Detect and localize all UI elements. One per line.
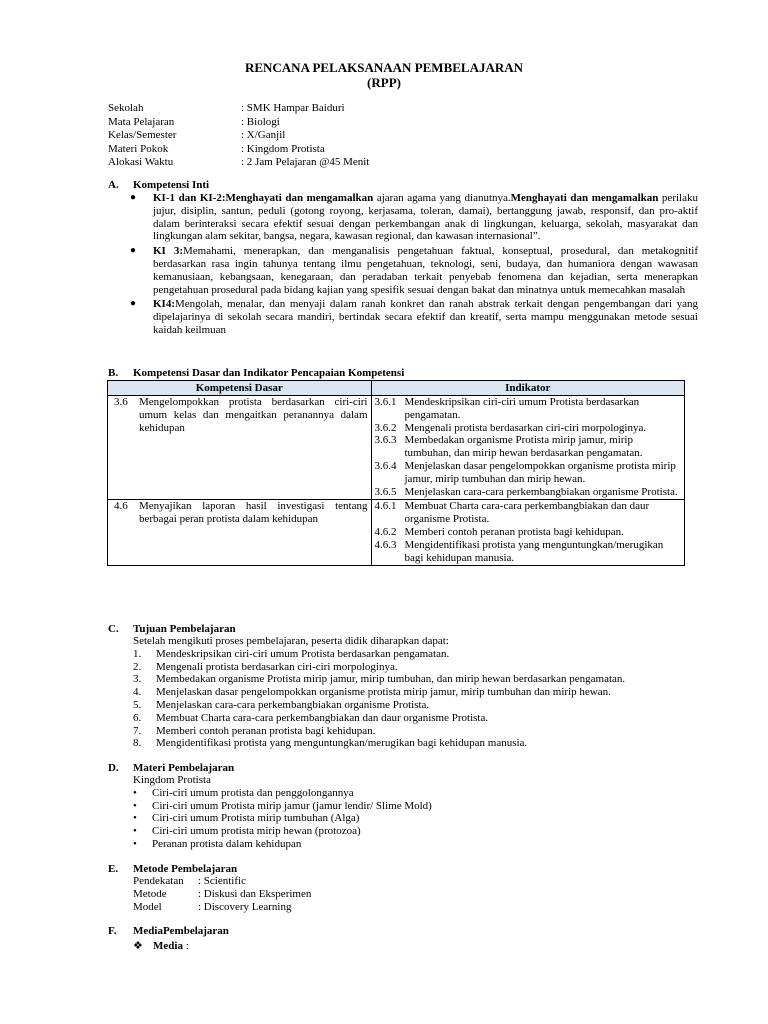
bullet-icon: • (133, 825, 137, 838)
indicator-item: 3.6.1 Mendeskripsikan ciri-ciri umum Protista berdasarkan pengamatan. (374, 396, 640, 421)
indicator-item: 3.6.5 Menjelaskan cara-cara perkembangbiakan organisme Protista. (374, 485, 678, 498)
header-kompetensi-dasar: Kompetensi Dasar (108, 381, 372, 396)
indicator-item: 3.6.4 Menjelaskan dasar pengelompokkan organisme protista mirip jamur, mirip tumbuhan dan mirip hewan. (374, 459, 676, 485)
identity-row-materi: Materi Pokok : Kingdom Protista (108, 142, 325, 155)
list-item: • Ciri-ciri umum protista mirip hewan (protozoa) (133, 825, 361, 838)
metode-row-metode: Metode : Diskusi dan Eksperimen (133, 887, 312, 900)
section-b-heading: B. Kompetensi Dasar dan Indikator Pencapaian Kompetensi (108, 367, 405, 379)
ki-item-4: ● KI4:Mengolah, menalar, dan menyaji dalam ranah konkret dan ranah abstrak terkait dengan pengembangan dari yang dipelajarinya di sekolah secara mandiri, bertindak secara efektif dan kreatif, serta mampu menggunakan metode sesuai kaidah keilmuan (130, 298, 698, 336)
ki-item-1-2: ● KI-1 dan KI-2:Menghayati dan mengamalkan ajaran agama yang dianutnya.Menghayati dan mengamalkan perilaku jujur, disiplin, santun, peduli (gotong royong, kerjasama, toleran, damai), bertanggung jawab, responsif, dan pro-aktif dalam berinteraksi secara efektif sesuai dengan perkembangan anak di lingkungan, keluarga, sekolah, masyarakat dan lingkungan alam sekitar, bangsa, negara, kawasan regional, dan kawasan internasional”. (130, 192, 698, 243)
list-item: 1. Mendeskripsikan ciri-ciri umum Protista berdasarkan pengamatan. (133, 647, 450, 660)
section-a-heading: A. Kompetensi Inti (108, 179, 210, 191)
identity-row-mapel: Mata Pelajaran : Biologi (108, 115, 280, 128)
section-e-heading: E. Metode Pembelajaran (108, 863, 238, 875)
header-indikator: Indikator (371, 381, 685, 396)
materi-list (133, 774, 703, 851)
indicator-item: 3.6.2 Mengenali protista berdasarkan ciri-ciri morpologinya. (374, 421, 647, 434)
diamond-bullet-icon: ❖ (133, 940, 143, 952)
list-item: • Peranan protista dalam kehidupan (133, 837, 302, 850)
metode-block (133, 875, 703, 913)
list-item: • Ciri-ciri umum Protista mirip jamur (jamur lendir/ Slime Mold) (133, 799, 432, 812)
bullet-icon: • (133, 799, 137, 812)
list-item: • Ciri-ciri umum protista dan penggolongannya (133, 786, 354, 799)
indicator-item: 4.6.3 Mengidentifikasi protista yang menguntungkan/merugikan bagi kehidupan manusia. (374, 538, 664, 564)
list-item: 5. Menjelaskan cara-cara perkembangbiakan organisme Protista. (133, 698, 430, 711)
metode-row-pendekatan: Pendekatan : Scientific (133, 875, 246, 887)
bullet-icon: ● (130, 298, 137, 310)
bullet-icon: • (133, 812, 137, 825)
list-item: • Ciri-ciri umum Protista mirip tumbuhan (Alga) (133, 812, 360, 825)
kompetensi-inti-list (130, 192, 698, 339)
bullet-icon: • (133, 837, 137, 850)
table-row (108, 500, 685, 566)
indicator-item: 4.6.2 Memberi contoh peranan protista bagi kehidupan. (374, 525, 624, 538)
list-item: 4. Menjelaskan dasar pengelompokkan organisme protista mirip jamur, mirip tumbuhan dan mirip hewan. (133, 686, 611, 699)
metode-row-model: Model : Discovery Learning (133, 900, 292, 913)
list-item: 2. Mengenali protista berdasarkan ciri-ciri morpologinya. (133, 660, 398, 673)
list-item: 8. Mengidentifikasi protista yang menguntungkan/merugikan bagi kehidupan manusia. (133, 737, 528, 750)
kd-cell: 4.6 Menyajikan laporan hasil investigasi tentang berbagai peran protista dalam kehidupan (108, 500, 372, 566)
document-subtitle: (RPP) (367, 75, 401, 90)
table-row (108, 396, 685, 500)
list-item: 3. Membedakan organisme Protista mirip jamur, mirip tumbuhan, dan mirip hewan berdasarkan pengamatan. (133, 673, 626, 686)
identity-row-alokasi: Alokasi Waktu : 2 Jam Pelajaran @45 Menit (108, 156, 370, 168)
tujuan-intro: Setelah mengikuti proses pembelajaran, peserta didik diharapkan dapat: (133, 635, 449, 647)
section-f-heading: F. MediaPembelajaran (108, 925, 229, 937)
tujuan-list (133, 635, 703, 750)
bullet-icon: ● (130, 192, 137, 203)
kd-indikator-table (107, 380, 685, 566)
table-header-row (108, 381, 685, 396)
list-item: 6. Membuat Charta cara-cara perkembangbiakan dan daur organisme Protista. (133, 711, 489, 724)
media-label: Media (153, 940, 183, 952)
identity-block (108, 102, 369, 170)
section-c-heading: C. Tujuan Pembelajaran (108, 623, 236, 635)
kd-cell: 3.6 Mengelompokkan protista berdasarkan ciri-ciri umum kelas dan mengaitkan peranannya dalam kehidupan (108, 396, 372, 500)
indicator-item: 3.6.3 Membedakan organisme Protista mirip jamur, mirip tumbuhan, dan mirip hewan berdasarkan pengamatan. (374, 434, 643, 460)
ki-item-3: ● KI 3:Memahami, menerapkan, dan menganalisis pengetahuan faktual, konseptual, prosedural, dan metakognitif berdasarkan rasa ingin tahunya tentang ilmu pengetahuan, teknologi, seni, budaya, dan humaniora dengan wawasan kemanusiaan, kebangsaan, kenegaraan, dan peradaban terkait penyebab fenomena dan kejadian, serta menerapkan pengetahuan prosedural pada bidang kajian yang spesifik sesuai dengan bakat dan minatnya untuk memecahkan masalah (130, 245, 698, 296)
indikator-cell (371, 500, 685, 566)
bullet-icon: • (133, 786, 137, 799)
indicator-item: 4.6.1 Membuat Charta cara-cara perkembangbiakan dan daur organisme Protista. (374, 500, 650, 526)
identity-row-kelas: Kelas/Semester : X/Ganjil (108, 129, 286, 141)
section-d-heading: D. Materi Pembelajaran (108, 762, 235, 774)
bullet-icon: ● (130, 245, 137, 257)
materi-heading: Kingdom Protista (133, 774, 211, 786)
media-item: ❖ Media : (133, 940, 189, 952)
indikator-cell (371, 396, 685, 500)
document-title: RENCANA PELAKSANAAN PEMBELAJARAN (244, 60, 524, 75)
identity-row-sekolah: Sekolah : SMK Hampar Baiduri (108, 102, 345, 114)
list-item: 7. Memberi contoh peranan protista bagi kehidupan. (133, 724, 376, 737)
